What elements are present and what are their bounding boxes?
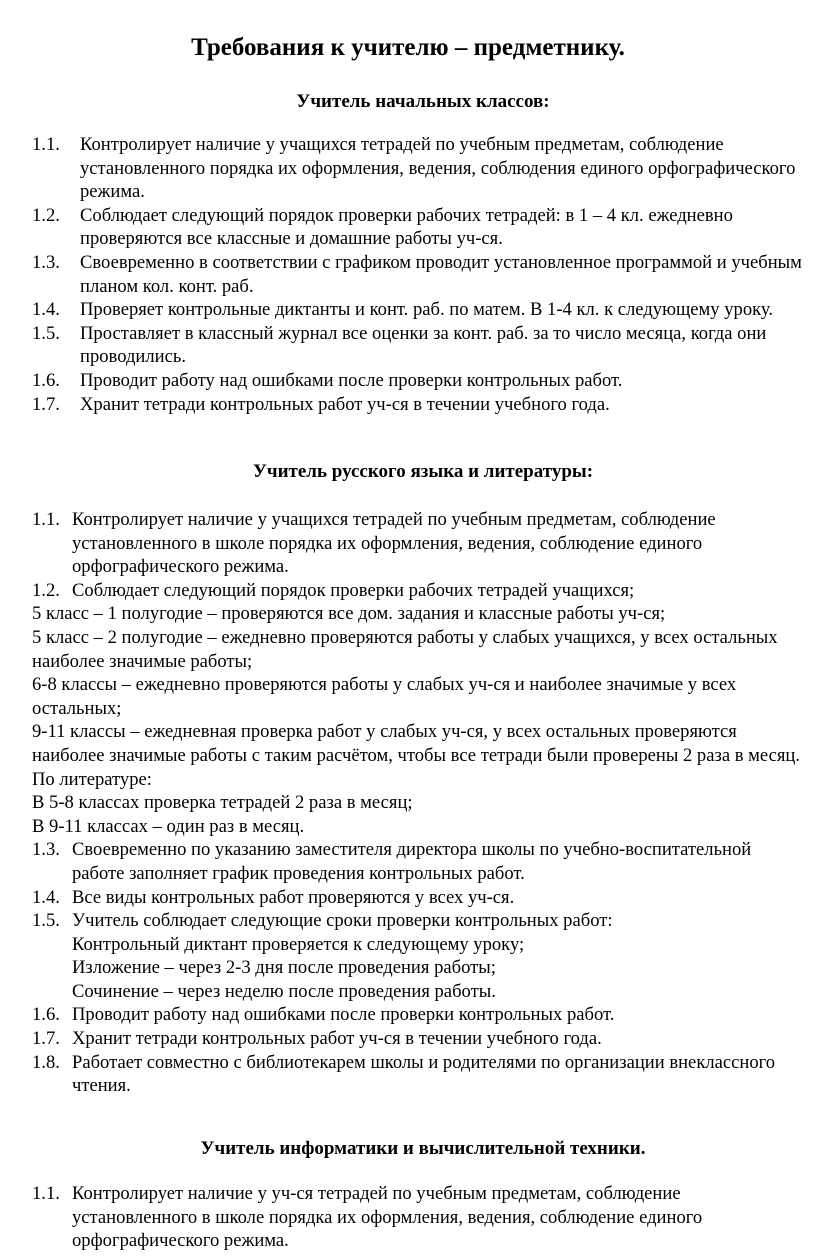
item-number: 1.7. [32, 393, 60, 415]
item-text: Хранит тетради контрольных работ уч-ся в течении учебного года. [80, 393, 610, 415]
list-item [32, 251, 808, 298]
page-title: Требования к учителю – предметнику. [191, 34, 625, 61]
list-item [32, 1003, 808, 1027]
section-heading-primary: Учитель начальных классов: [296, 91, 550, 112]
list-item [32, 298, 808, 322]
list-item [32, 579, 808, 603]
sub-item: Контрольный диктант проверяется к следующему уроку; [72, 933, 525, 955]
item-number: 1.3. [32, 251, 60, 273]
list-item [32, 838, 808, 885]
item-text: Контролирует наличие у уч-ся тетрадей по учебным предметам, соблюдение установленного в школе порядка их оформления, ведения, соблюдение единого орфографического режима. [72, 1183, 703, 1252]
item-number: 1.5. [32, 910, 60, 932]
list-item [32, 1182, 808, 1253]
item-number: 1.6. [32, 369, 60, 391]
section-russian-list [32, 508, 808, 1098]
item-text: Проводит работу над ошибками после проверки контрольных работ. [80, 369, 623, 391]
item-text: Соблюдает следующий порядок проверки рабочих тетрадей: в 1 – 4 кл. ежедневно проверяются все классные и домашние работы уч-ся. [80, 204, 733, 250]
list-item [32, 886, 808, 910]
item-text: Все виды контрольных работ проверяются у всех уч-ся. [72, 886, 515, 908]
item-number: 1.5. [32, 322, 60, 344]
item-text: Своевременно в соответствии с графиком проводит установленное программой и учебным планом кол. конт. раб. [80, 251, 802, 297]
item-number: 1.7. [32, 1028, 60, 1050]
paragraph: По литературе: [32, 768, 152, 790]
item-number: 1.4. [32, 886, 60, 908]
section-heading-russian: Учитель русского языка и литературы: [252, 461, 594, 482]
item-number: 1.2. [32, 579, 60, 601]
item-number: 1.3. [32, 839, 60, 861]
paragraph: 5 класс – 1 полугодие – проверяются все дом. задания и классные работы уч-ся; [32, 603, 666, 625]
item-number: 1.2. [32, 204, 60, 226]
list-item [32, 369, 808, 393]
paragraph: 6-8 классы – ежедневно проверяются работы у слабых уч-ся и наиболее значимые у всех остальных; [32, 674, 737, 719]
section-informatics-list [32, 1182, 808, 1253]
item-text: Проставляет в классный журнал все оценки за конт. раб. за то число месяца, когда они проводились. [80, 322, 767, 368]
item-number: 1.8. [32, 1051, 60, 1073]
list-item [32, 1051, 808, 1098]
item-text: Соблюдает следующий порядок проверки рабочих тетрадей учащихся; [72, 579, 635, 601]
item-text: Своевременно по указанию заместителя директора школы по учебно-воспитательной работе заполняет график проведения контрольных работ. [72, 839, 752, 884]
item-text: Работает совместно с библиотекарем школы и родителями по организации внеклассного чтения. [72, 1051, 776, 1097]
item-text: Учитель соблюдает следующие сроки проверки контрольных работ: [72, 910, 613, 932]
item-text: Хранит тетради контрольных работ уч-ся в течении учебного года. [72, 1028, 602, 1050]
item-text: Контролирует наличие у учащихся тетрадей по учебным предметам, соблюдение установленного порядка их оформления, ведения, соблюдения единого орфографического режима. [80, 134, 796, 203]
list-item [32, 1027, 808, 1051]
item-text: Контролирует наличие у учащихся тетрадей по учебным предметам, соблюдение установленного в школе порядка их оформления, ведения, соблюдение единого орфографического режима. [72, 509, 716, 578]
list-item [32, 133, 808, 204]
list-item [32, 909, 808, 933]
item-text: Проверяет контрольные диктанты и конт. раб. по матем. В 1-4 кл. к следующему уроку. [80, 299, 773, 321]
item-number: 1.6. [32, 1004, 60, 1026]
section-heading-informatics: Учитель информатики и вычислительной техники. [200, 1138, 646, 1159]
section-primary-list [32, 133, 808, 416]
item-number: 1.1. [32, 509, 60, 530]
list-item [32, 322, 808, 369]
list-item [32, 508, 808, 579]
paragraph: 9-11 классы – ежедневная проверка работ у слабых уч-ся, у всех остальных проверяются наиболее значимые работы с таким расчётом, чтобы все тетради были проверены 2 раза в месяц. [32, 721, 801, 766]
item-number: 1.4. [32, 299, 60, 321]
item-number: 1.1. [32, 134, 60, 155]
list-item [32, 204, 808, 251]
paragraph: 5 класс – 2 полугодие – ежедневно проверяются работы у слабых учащихся, у всех остальных наиболее значимые работы; [32, 626, 778, 672]
item-number: 1.1. [32, 1183, 60, 1204]
sub-item: Изложение – через 2-3 дня после проведения работы; [72, 957, 496, 979]
paragraph: В 9-11 классах – один раз в месяц. [32, 815, 305, 837]
list-item [32, 393, 808, 417]
paragraph: В 5-8 классах проверка тетрадей 2 раза в месяц; [32, 792, 413, 814]
sub-item: Сочинение – через неделю после проведения работы. [72, 980, 496, 1002]
item-text: Проводит работу над ошибками после проверки контрольных работ. [72, 1004, 615, 1026]
